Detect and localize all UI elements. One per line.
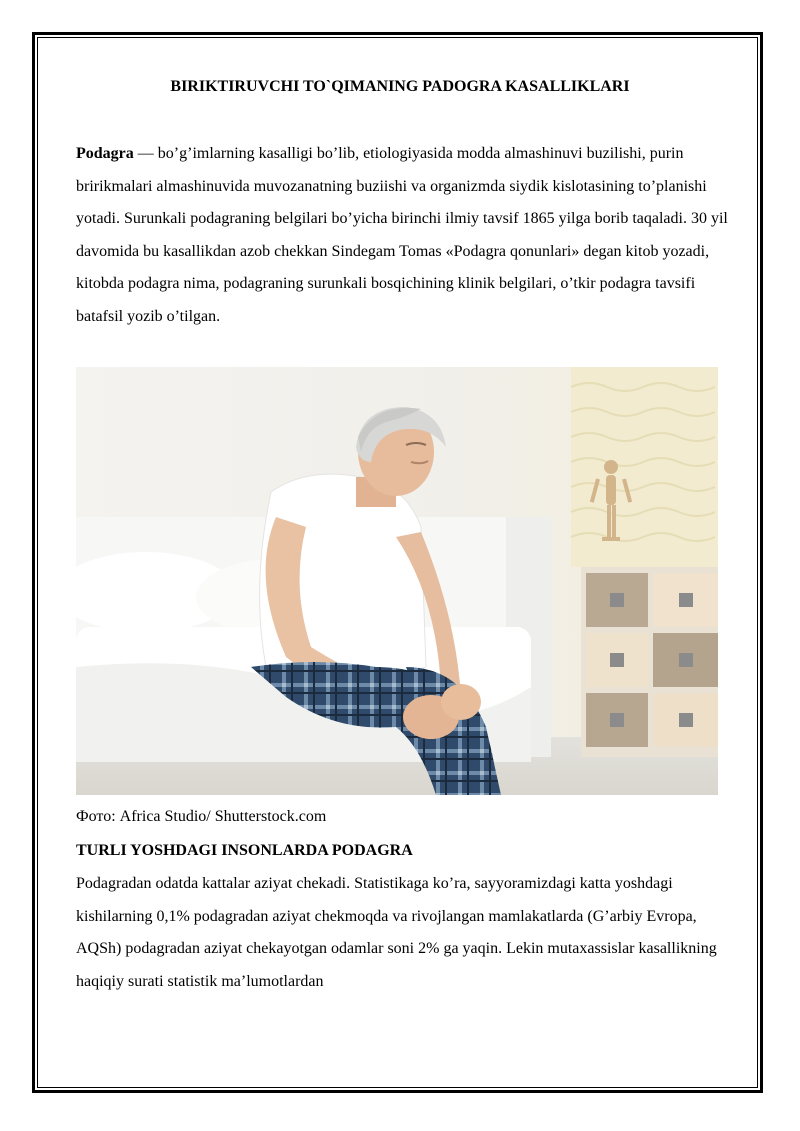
photo-caption: Фото: Africa Studio/ Shutterstock.com [76, 808, 327, 825]
intro-text: — bo’g’imlarning kasalligi bo’lib, etiologiyasida modda almashinuvi buzilishi, purin bririkmalari almashinuvida muvozanatning buziishi va organizmda siydik kislotasining to’planishi yotadi. Surunkali podagraning belgilari bo’yicha birinchi ilmiy tavsif 1865 yilga borib taqaladi. 30 yil davomida bu kasallikdan azob chekkan Sindegam Tomas «Podagra qonunlari» degan kitob yozadi, kitobda podagra nima, podagraning surunkali bosqichining klinik belgilari, o’tkir podagra tavsifi batafsil yozib o’tilgan. [76, 145, 728, 325]
section-paragraph: Podagradan odatda kattalar aziyat chekadi. Statistikaga ko’ra, sayyoramizdagi katta yoshdagi kishilarning 0,1% podagradan aziyat chekmoqda va rivojlangan mamlakatlarda (G’arbiy Evropa, AQSh) podagradan aziyat chekayotgan odamlar soni 2% ga yaqin. Lekin mutaxassislar kasallikning haqiqiy surati statistik ma’lumotlardan [76, 875, 717, 990]
section-heading: TURLI YOSHDAGI INSONLARDA PODAGRA [76, 842, 413, 859]
photo-man-knee-pain [76, 367, 718, 795]
intro-term: Podagra [76, 145, 134, 162]
intro-paragraph [76, 138, 736, 334]
document-title: BIRIKTIRUVCHI TO`QIMANING PADOGRA KASALLIKLARI [170, 78, 630, 95]
